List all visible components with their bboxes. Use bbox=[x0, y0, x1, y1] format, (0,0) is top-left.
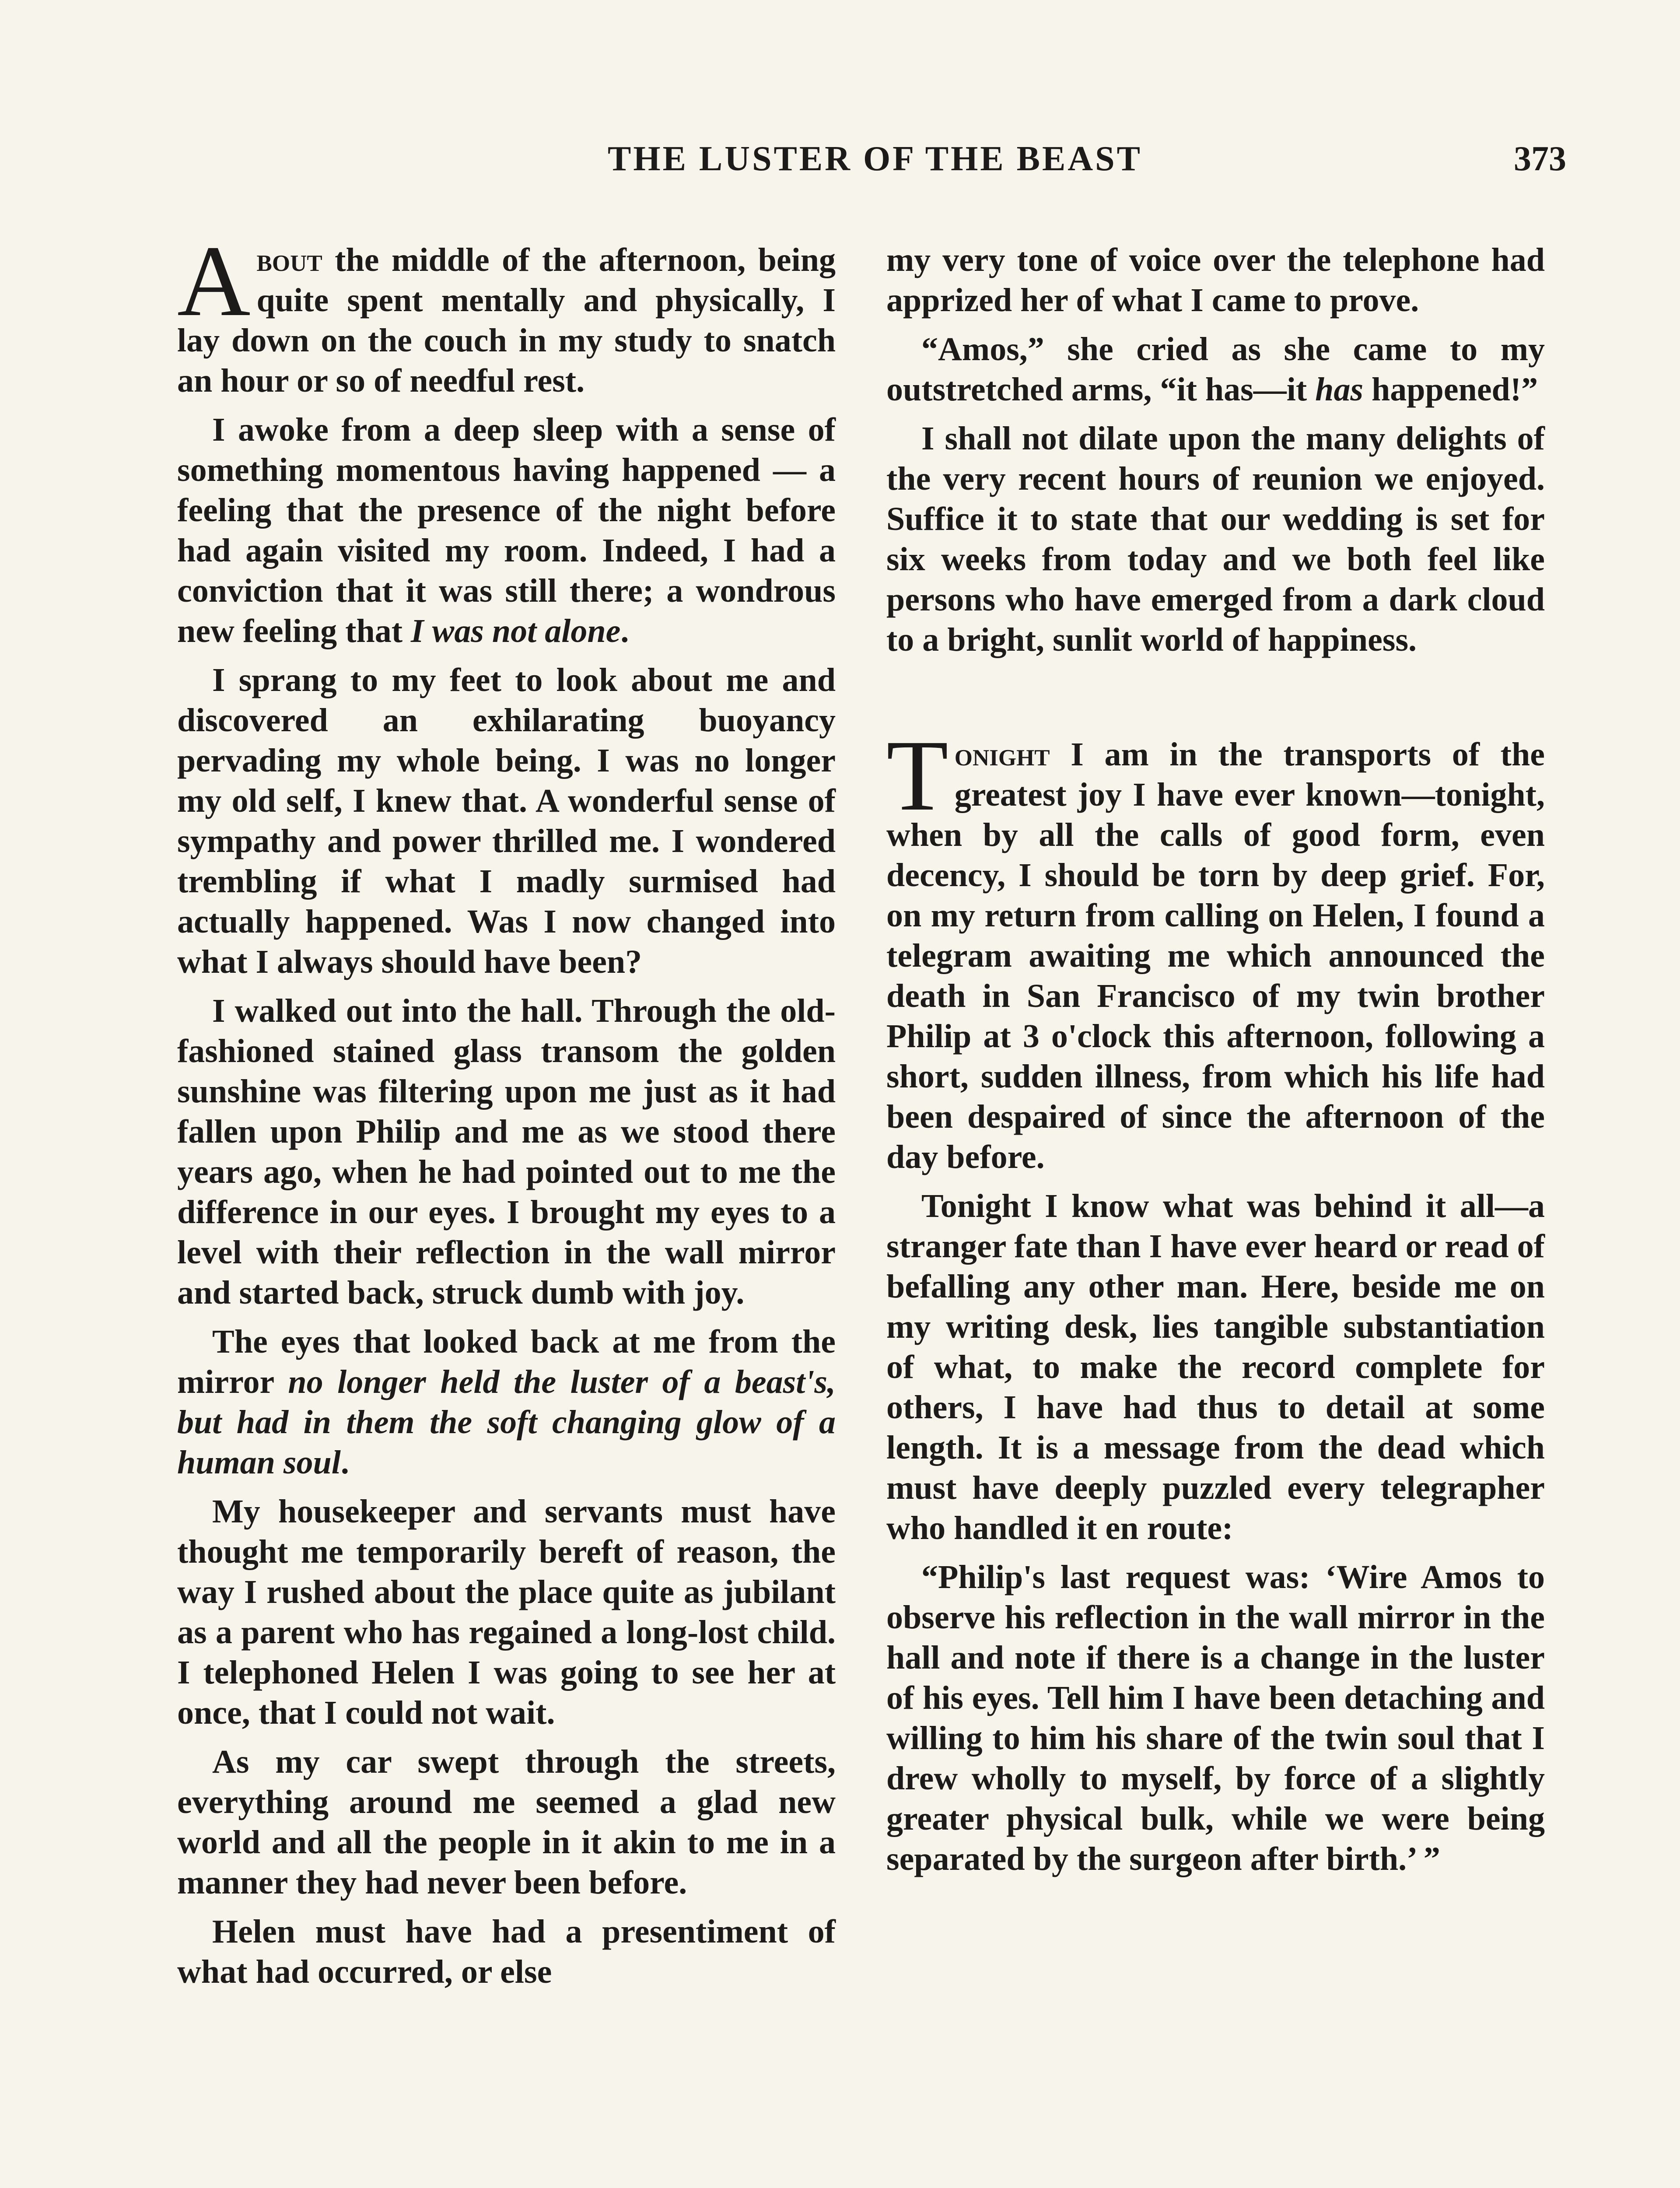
paragraph: “Philip's last request was: ‘Wire Amos to observe his reflection in the wall mirror in the hall and note if there is a change in the luster of his eyes. Tell him I have been detaching and willing to him his share of the twin soul that I drew wholly to myself, by force of a slightly greater physical bulk, while we were being separated by the surgeon after birth.’ ” bbox=[886, 1559, 1545, 1877]
paragraph bbox=[177, 1322, 836, 1483]
paragraph bbox=[177, 225, 836, 401]
paragraph: As my car swept through the streets, everything around me seemed a glad new world and all the people in it akin to me in a manner they had never been before. bbox=[177, 1743, 836, 1901]
paragraph bbox=[177, 410, 836, 651]
small-caps-lead: bout bbox=[256, 242, 322, 278]
section-break bbox=[886, 669, 1545, 734]
small-caps-lead: onight bbox=[954, 736, 1050, 773]
paragraph: My housekeeper and servants must have thought me temporarily bereft of reason, the way I rushed about the place quite as jubilant as a parent who has regained a long-lost child. I telephoned Helen I was going to see her at once, that I could not wait. bbox=[177, 1493, 836, 1731]
italic-text: no longer held the luster of a beast's, but had in them the soft changing glow of a human soul bbox=[177, 1364, 836, 1481]
paragraph-text-end: . bbox=[340, 1444, 349, 1481]
paragraph bbox=[886, 329, 1545, 410]
paragraph-text: The eyes that looked back at me from the mirror bbox=[177, 1323, 836, 1400]
paragraph: my very tone of voice over the telephone had apprized her of what I came to prove. bbox=[886, 242, 1545, 319]
drop-cap: T bbox=[886, 719, 948, 832]
paragraph-text: I am in the transports of the greatest joy I have ever known—tonight, when by all the calls of good form, even decency, I should be torn by deep grief. For, on my return from calling on Helen, I found a telegram awaiting me which announced the death in San Francisco of my twin brother Philip at 3 o'clock this afternoon, following a short, sudden illness, from which his life had been despaired of since the afternoon of the day before. bbox=[886, 736, 1545, 1175]
paragraph: I walked out into the hall. Through the old-fashioned stained glass transom the golden sunshine was filtering upon me just as it had fallen upon Philip and me as we stood there years ago, when he had pointed out to me the difference in our eyes. I brought my eyes to a level with their reflection in the wall mirror and started back, struck dumb with joy. bbox=[177, 992, 836, 1311]
running-title: THE LUSTER OF THE BEAST bbox=[607, 140, 1143, 178]
drop-cap: A bbox=[177, 225, 251, 337]
paragraph: Tonight I know what was behind it all—a stranger fate than I have ever heard or read of befalling any other man. Here, beside me on my writing desk, lies tangible substantiation of what, to make the record complete for others, I have had thus to detail at some length. It is a message from the dead which must have deeply puzzled every telegrapher who handled it en route: bbox=[886, 1188, 1545, 1546]
italic-text: has bbox=[1315, 371, 1364, 408]
right-column bbox=[886, 240, 1545, 1888]
paragraph-text: the middle of the afternoon, being quite spent mentally and physically, I lay down on the couch in my study to snatch an hour or so of needful rest. bbox=[177, 242, 836, 399]
paragraph-text: “Amos,” she cried as she came to my outstretched arms, “it has—it bbox=[886, 331, 1545, 408]
paragraph-text-end: happened!” bbox=[1363, 371, 1538, 408]
paragraph-text-end: . bbox=[620, 613, 629, 649]
page-number: 373 bbox=[1514, 140, 1566, 178]
italic-text: I was not alone bbox=[411, 613, 621, 649]
paragraph: I shall not dilate upon the many delights of the very recent hours of reunion we enjoyed. Suffice it to state that our wedding is set for six weeks from today and we both feel like persons who have emerged from a dark cloud to a bright, sunlit world of happiness. bbox=[886, 420, 1545, 658]
paragraph bbox=[886, 719, 1545, 1177]
paragraph: Helen must have had a presentiment of what had occurred, or else bbox=[177, 1913, 836, 1990]
paragraph-text: I awoke from a deep sleep with a sense of something momentous having happened — a feeling that the presence of the night before had again visited my room. Indeed, I had a conviction that it was still there; a wondrous new feeling that bbox=[177, 411, 836, 649]
left-column bbox=[177, 225, 836, 2001]
paragraph: I sprang to my feet to look about me and discovered an exhilarating buoyancy pervading my whole being. I was no longer my old self, I knew that. A wonderful sense of sympathy and power thrilled me. I wondered trembling if what I madly surmised had actually happened. Was I now changed into what I always should have been? bbox=[177, 662, 836, 980]
running-header bbox=[0, 139, 1680, 192]
